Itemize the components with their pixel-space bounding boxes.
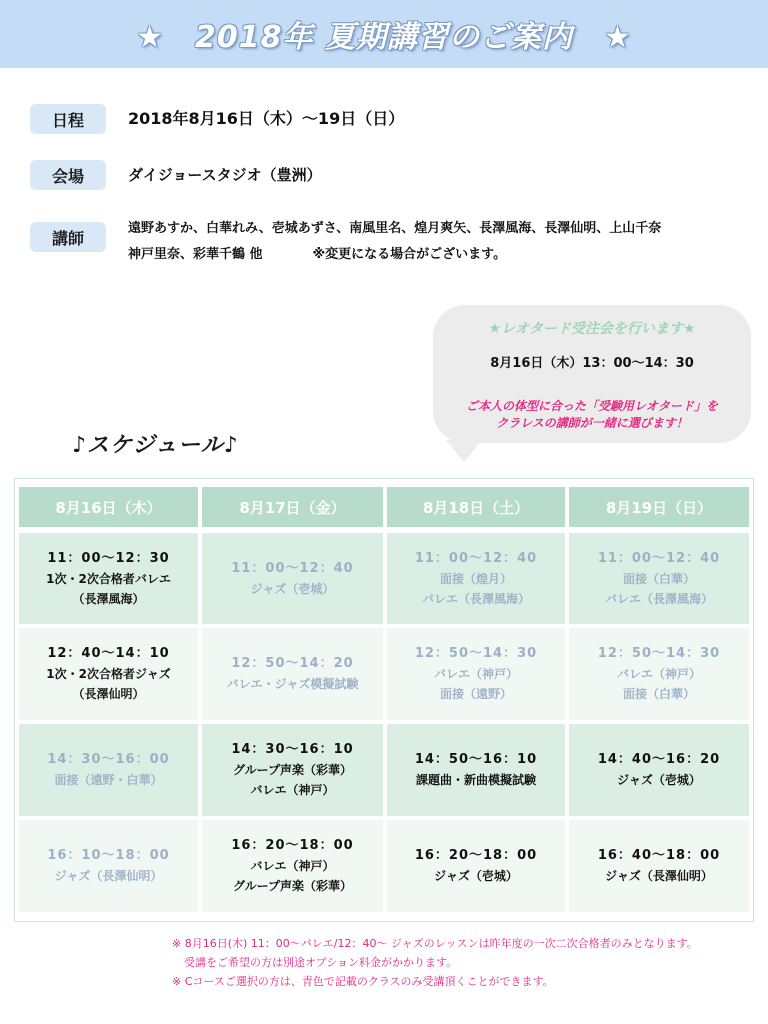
class-time: 14：40〜16：20: [597, 752, 721, 767]
class-time: 12：50〜14：30: [597, 646, 721, 661]
class-time: 16：20〜18：00: [414, 848, 538, 863]
title-banner: [0, 0, 768, 68]
page-title: ★ 2018年 夏期講習のご案内 ★: [136, 20, 632, 55]
bubble-date: 8月16日（木）13：00〜14：30: [490, 356, 694, 371]
class-detail: 面接（煌月）: [439, 571, 512, 586]
venue-label: 会場: [30, 160, 106, 190]
schedule-cell: [19, 628, 198, 720]
schedule-cell: [387, 628, 565, 720]
bubble-title: ★レオタード受注会を行います★: [488, 321, 696, 337]
class-detail: ジャズ（長澤仙明）: [605, 869, 713, 883]
class-detail: バレエ（長澤風海）: [604, 591, 713, 606]
instructor-label: 講師: [30, 222, 106, 252]
class-detail: バレエ（神戸）: [250, 783, 335, 797]
class-detail: 面接（白華）: [622, 687, 695, 701]
instructor-line-2: [128, 242, 661, 268]
class-detail: バレエ・ジャズ模擬試験: [226, 677, 359, 691]
schedule-cell: [19, 533, 198, 624]
class-detail: 課題曲・新曲模擬試験: [415, 773, 536, 787]
schedule-cell: [202, 724, 383, 816]
class-detail: ジャズ（壱城）: [617, 773, 701, 787]
instructor-line-1: 遠野あすか、白華れみ、壱城あずさ、南風里名、煌月爽矢、長澤風海、長澤仙明、上山千奈: [128, 221, 662, 236]
class-detail: 面接（白華）: [622, 571, 695, 586]
footnotes: [172, 934, 762, 991]
class-time: 14：30〜16：10: [231, 742, 354, 757]
schedule-label: 日程: [30, 104, 106, 134]
class-time: 11：00〜12：30: [47, 550, 170, 566]
class-detail: 面接（遠野）: [439, 687, 512, 701]
header-day-3: 8月18日（土）: [387, 487, 565, 527]
class-detail: バレエ（長澤風海）: [421, 591, 530, 606]
schedule-cell: [387, 724, 565, 816]
schedule-cell: [569, 533, 749, 624]
class-detail: バレエ（神戸）: [433, 667, 518, 681]
schedule-header-row: [19, 487, 749, 527]
schedule-cell: [387, 533, 565, 624]
schedule-cell: [19, 724, 198, 816]
bubble-message-line-2: クラレスの講師が一緒に選びます！: [496, 416, 688, 430]
class-time: 11：00〜12：40: [597, 550, 721, 566]
bubble-tail: [446, 440, 490, 462]
class-detail: （長澤仙明）: [72, 687, 145, 701]
footnote-3: ※ Cコースご選択の方は、青色で記載のクラスのみ受講頂くことができます。: [172, 975, 554, 988]
class-time: 12：40〜14：10: [47, 646, 170, 661]
bubble-message: [433, 398, 751, 432]
class-detail: 1次・2次合格者バレエ: [46, 571, 171, 586]
class-detail: グループ声楽（彩華）: [232, 879, 353, 893]
instructor-names-2: 神戸里奈、彩華千鶴 他: [128, 247, 263, 262]
bubble-message-line-1: ご本人の体型に合った「受験用レオタード」を: [465, 399, 718, 413]
schedule-cell: [569, 820, 749, 912]
class-detail: 面接（遠野・白華）: [54, 773, 163, 787]
class-time: 11：00〜12：40: [231, 560, 354, 576]
class-detail: （長澤風海）: [72, 591, 145, 606]
footnote-1: ※ 8月16日(木) 11：00〜バレエ/12：40〜 ジャズのレッスンは昨年度の一次二次合格者のみとなります。: [172, 937, 698, 950]
schedule-cell: [569, 724, 749, 816]
header-day-4: 8月19日（日）: [569, 487, 749, 527]
class-time: 16：10〜18：00: [47, 848, 170, 863]
instructor-note: ※変更になる場合がございます。: [312, 247, 507, 262]
class-detail: ジャズ（長澤仙明）: [54, 869, 163, 883]
schedule-cell: [569, 628, 749, 720]
class-time: 14：50〜16：10: [414, 752, 538, 767]
class-detail: 1次・2次合格者ジャズ: [46, 667, 171, 681]
class-time: 12：50〜14：30: [414, 646, 538, 661]
schedule-value: 2018年8月16日（木）〜19日（日）: [128, 109, 405, 128]
class-time: 16：20〜18：00: [231, 838, 354, 853]
class-detail: ジャズ（壱城）: [250, 581, 335, 596]
header-day-1: 8月16日（木）: [19, 487, 198, 527]
class-detail: グループ声楽（彩華）: [232, 763, 353, 777]
class-detail: ジャズ（壱城）: [434, 869, 518, 883]
instructor-list: [128, 216, 661, 268]
schedule-cell: [202, 820, 383, 912]
schedule-cell: [202, 628, 383, 720]
header-day-2: 8月17日（金）: [202, 487, 383, 527]
class-time: 11：00〜12：40: [414, 550, 538, 566]
class-detail: バレエ（神戸）: [616, 667, 701, 681]
schedule-cell: [19, 820, 198, 912]
class-time: 12：50〜14：20: [231, 656, 354, 671]
class-time: 14：30〜16：00: [47, 752, 170, 767]
schedule-cell: [202, 533, 383, 624]
venue-value: ダイジョースタジオ（豊洲）: [128, 166, 322, 184]
schedule-heading: ♪スケジュール♪: [72, 433, 239, 458]
class-time: 16：40〜18：00: [597, 848, 721, 863]
footnote-2: 受講をご希望の方は別途オプション料金がかかります。: [184, 956, 458, 969]
class-detail: バレエ（神戸）: [250, 859, 335, 873]
schedule-cell: [387, 820, 565, 912]
